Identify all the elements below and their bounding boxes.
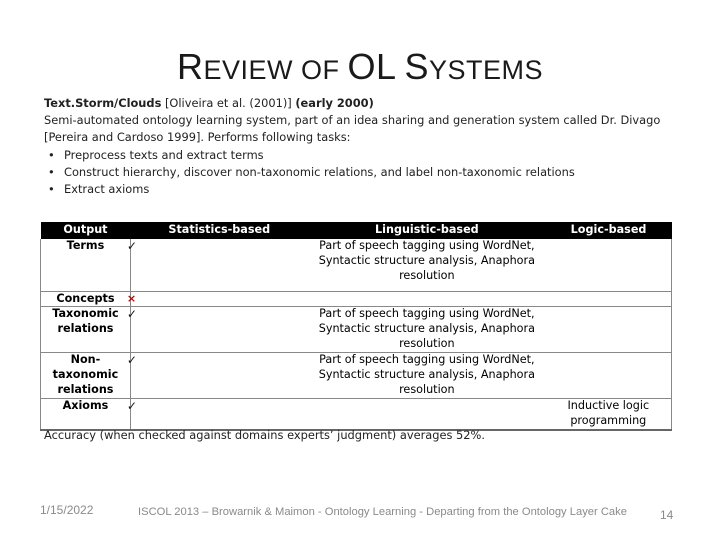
task-item: • Construct hierarchy, discover non-taxonomic relations, and label non-taxonomic relations: [44, 164, 674, 181]
system-heading: Text.Storm/Clouds [Oliveira et al. (2001)] (early 2000): [44, 96, 374, 110]
check-icon: ✓: [126, 399, 137, 414]
row-output-axioms: Axioms: [41, 399, 131, 430]
linguistic-cell: Part of speech tagging using WordNet, Syntactic structure analysis, Anaphora resolution: [308, 239, 546, 291]
row-output-taxonomic: Taxonomic relations: [41, 307, 131, 353]
task-list: [44, 147, 674, 199]
linguistic-cell: [308, 291, 546, 307]
footer-date: 1/15/2022: [40, 503, 94, 517]
linguistic-cell: Part of speech tagging using WordNet, Syntactic structure analysis, Anaphora resolution: [308, 353, 546, 399]
row-output-terms: Terms: [41, 239, 131, 291]
logic-cell: [546, 239, 672, 291]
logic-cell: [546, 291, 672, 307]
row-output-concepts: Concepts: [41, 291, 131, 307]
page-number: 14: [660, 508, 674, 522]
task-item: • Extract axioms: [44, 181, 674, 198]
check-icon: ✓: [126, 353, 137, 368]
table-row: [41, 399, 672, 430]
linguistic-cell: [308, 399, 546, 430]
header-output: Output: [41, 222, 131, 239]
logic-cell: [546, 353, 672, 399]
header-logic: Logic-based: [546, 222, 672, 239]
system-description: Semi-automated ontology learning system, part of an idea sharing and generation system called Dr. Divago [Pereira and Cardoso 1999]. Performs following tasks:: [44, 113, 661, 145]
intro-section: [44, 95, 674, 198]
linguistic-cell: Part of speech tagging using WordNet, Syntactic structure analysis, Anaphora resolution: [308, 307, 546, 353]
slide-title: REVIEW OF OL SYSTEMS: [176, 46, 544, 87]
table-row: [41, 291, 672, 307]
check-icon: ✓: [126, 307, 137, 322]
logic-cell: Inductive logic programming: [546, 399, 672, 430]
table-row: [41, 239, 672, 291]
table-row: [41, 353, 672, 399]
logic-cell: [546, 307, 672, 353]
task-item: • Preprocess texts and extract terms: [44, 147, 674, 164]
accuracy-note: Accuracy (when checked against domains experts’ judgment) averages 52%.: [44, 428, 485, 442]
cross-icon: ×: [126, 291, 137, 305]
header-statistics: Statistics-based: [130, 222, 308, 239]
ol-systems-table: [40, 222, 672, 431]
check-icon: ✓: [126, 239, 137, 253]
row-output-non-taxonomic: Non-taxonomic relations: [41, 353, 131, 399]
table-header-row: [41, 222, 672, 239]
footer-citation: ISCOL 2013 – Browarnik & Maimon - Ontology Learning - Departing from the Ontology Layer Cake: [138, 506, 627, 518]
header-linguistic: Linguistic-based: [308, 222, 546, 239]
table-row: [41, 307, 672, 353]
